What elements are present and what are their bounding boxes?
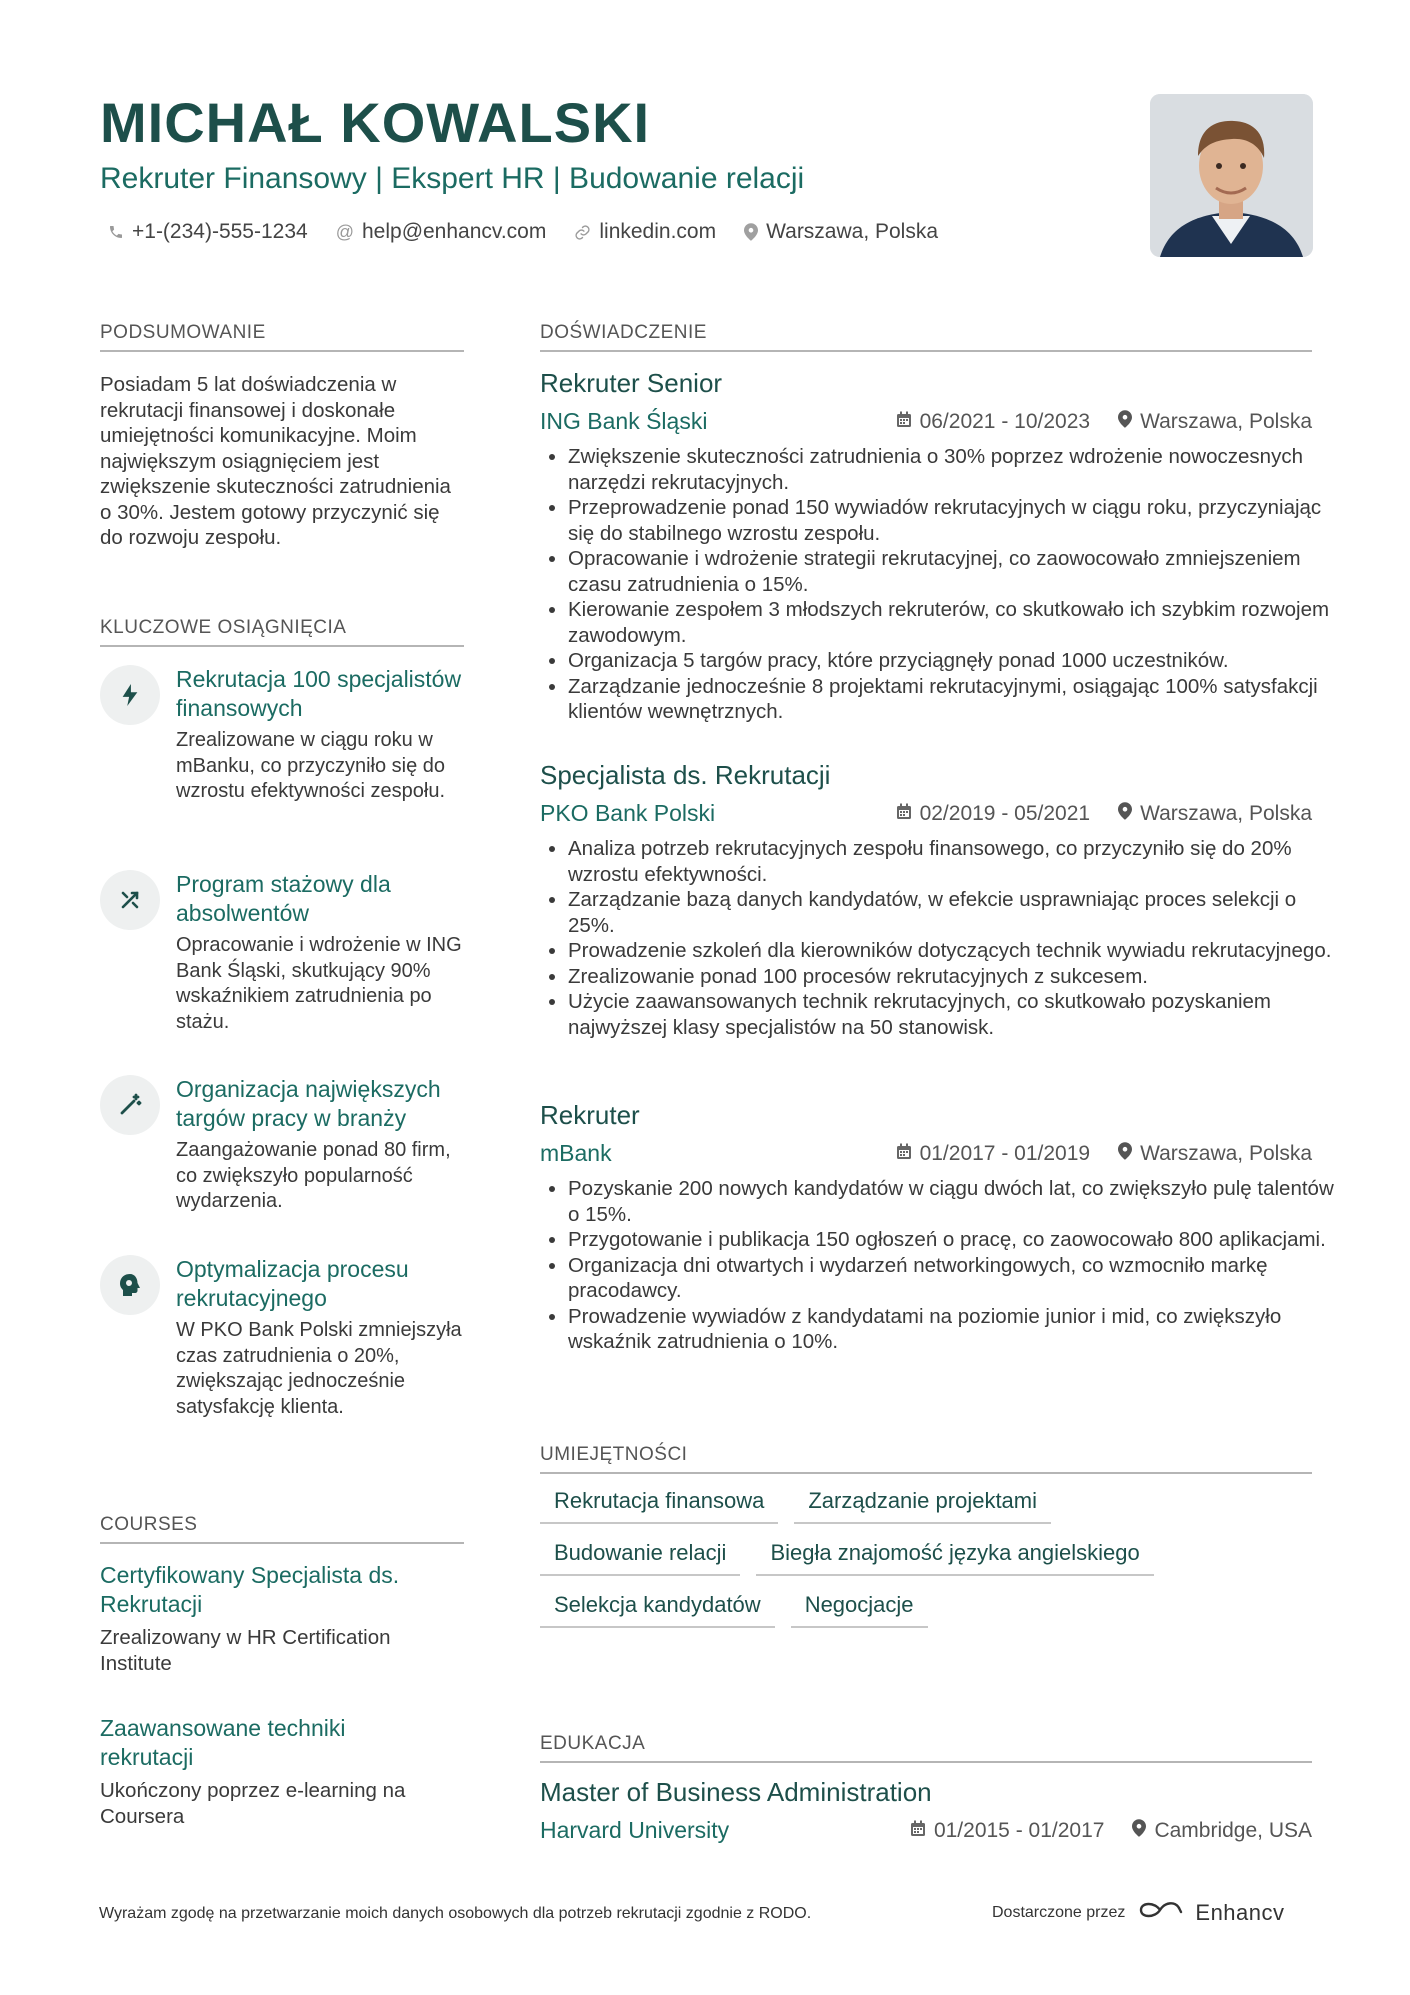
course-title: Certyfikowany Specjalista ds. Rekrutacji <box>100 1562 400 1617</box>
contact-phone-text: +1-(234)-555-1234 <box>132 220 308 243</box>
job-company: PKO Bank Polski <box>540 800 716 826</box>
at-icon: @ <box>335 221 354 242</box>
job-location-text: Warszawa, Polska <box>1140 410 1312 433</box>
job-bullet: • Użycie zaawansowanych technik rekrutacyjnych, co skutkowało pozyskaniem najwyższej klasy specjalistów na 50 stanowisk. <box>568 989 1340 1040</box>
location-pin-icon <box>1132 1819 1146 1843</box>
job-bullet: • Organizacja 5 targów pracy, które przyciągnęły ponad 1000 uczestników. <box>568 648 1340 674</box>
achievement-title: Program stażowy dla absolwentów <box>176 871 391 926</box>
job-bullet: • Analiza potrzeb rekrutacyjnych zespołu finansowego, co przyczyniło się do 20% wzrostu efektywności. <box>568 836 1340 887</box>
achievement-title: Rekrutacja 100 specjalistów finansowych <box>176 666 462 721</box>
job-meta <box>896 802 1312 826</box>
job-meta <box>896 1142 1312 1166</box>
contact-email-text: help@enhancv.com <box>361 220 547 243</box>
job-dates-text: 06/2021 - 10/2023 <box>919 410 1091 433</box>
skills-section-title: UMIEJĘTNOŚCI <box>540 1444 1312 1474</box>
calendar-icon <box>896 1142 912 1166</box>
phone-icon <box>108 224 124 240</box>
candidate-name: MICHAŁ KOWALSKI <box>100 91 651 154</box>
summary-text: Posiadam 5 lat doświadczenia w rekrutacji finansowej i doskonałe umiejętności komunikacyjne. Moim największym osiągnięciem jest zwiększenie skuteczności zatrudnienia o 30%. Jestem gotowy przyczynić się do rozwoju zespołu. <box>100 373 451 549</box>
achievement-desc: Zaangażowanie ponad 80 firm, co zwiększyło popularność wydarzenia. <box>176 1139 451 1212</box>
magic-wand-icon <box>100 1075 160 1135</box>
job-bullet: • Prowadzenie wywiadów z kandydatami na poziomie junior i mid, co zwiększyło wskaźnik zatrudnienia o 10%. <box>568 1304 1340 1355</box>
skill-tag: Budowanie relacji <box>540 1540 740 1576</box>
job-title: Specjalista ds. Rekrutacji <box>540 760 831 790</box>
achievement-item <box>100 870 464 1050</box>
job-dates-text: 02/2019 - 05/2021 <box>919 802 1091 825</box>
job-bullet: • Zrealizowanie ponad 100 procesów rekrutacyjnych z sukcesem. <box>568 964 1340 990</box>
powered-by-label: Dostarczone przez <box>992 1903 1126 1921</box>
contact-location <box>744 220 938 244</box>
contact-linkedin-text: linkedin.com <box>599 220 717 243</box>
job-meta <box>896 410 1312 434</box>
skill-tag: Negocjacje <box>791 1592 928 1628</box>
calendar-icon <box>896 410 912 434</box>
achievement-desc: Opracowanie i wdrożenie w ING Bank Śląski, skutkujący 90% wskaźnikiem zatrudnienia po stażu. <box>176 934 462 1033</box>
head-brain-icon <box>100 1255 160 1315</box>
education-school: Harvard University <box>540 1817 730 1843</box>
brand-name[interactable]: Enhancv <box>1195 1899 1285 1925</box>
skill-tag: Rekrutacja finansowa <box>540 1488 778 1524</box>
link-icon <box>574 224 591 241</box>
achievements-section-title: KLUCZOWE OSIĄGNIĘCIA <box>100 617 464 647</box>
contact-location-text: Warszawa, Polska <box>766 220 939 243</box>
job-bullet: • Kierowanie zespołem 3 młodszych rekruterów, co skutkowało ich szybkim rozwojem zawodowym. <box>568 597 1340 648</box>
job-dates <box>896 410 1090 434</box>
job-location <box>1118 802 1312 826</box>
job-location-text: Warszawa, Polska <box>1140 1142 1312 1165</box>
contact-phone[interactable] <box>108 220 308 244</box>
course-title: Zaawansowane techniki rekrutacji <box>100 1715 346 1770</box>
skill-row <box>540 1488 1312 1524</box>
job-dates <box>896 1142 1090 1166</box>
job-bullet: • Opracowanie i wdrożenie strategii rekrutacyjnej, co zaowocowało zmniejszeniem czasu zatrudnienia o 15%. <box>568 546 1340 597</box>
job-bullets <box>540 1176 1340 1355</box>
education-degree: Master of Business Administration <box>540 1777 932 1807</box>
achievement-item <box>100 1075 464 1225</box>
education-meta <box>910 1819 1312 1843</box>
course-desc: Ukończony poprzez e-learning na Coursera <box>100 1779 406 1828</box>
calendar-icon <box>896 802 912 826</box>
enhancv-logo-icon <box>1137 1898 1183 1927</box>
candidate-subtitle: Rekruter Finansowy | Ekspert HR | Budowanie relacji <box>100 162 805 195</box>
education-dates <box>910 1819 1104 1843</box>
contact-linkedin[interactable] <box>574 220 716 244</box>
skill-tag: Biegła znajomość języka angielskiego <box>756 1540 1153 1576</box>
education-dates-text: 01/2015 - 01/2017 <box>933 1819 1105 1842</box>
job-bullets <box>540 444 1340 725</box>
location-pin-icon <box>1118 1142 1132 1166</box>
job-dates-text: 01/2017 - 01/2019 <box>919 1142 1091 1165</box>
job-dates <box>896 802 1090 826</box>
tools-icon <box>100 870 160 930</box>
contact-bar <box>108 220 938 244</box>
skill-row <box>540 1540 1312 1576</box>
job-bullet: • Zarządzanie bazą danych kandydatów, w efekcie usprawniając proces selekcji o 25%. <box>568 887 1340 938</box>
job-title: Rekruter Senior <box>540 368 723 398</box>
education-section-title: EDUKACJA <box>540 1733 1312 1763</box>
skill-tag: Zarządzanie projektami <box>794 1488 1051 1524</box>
bolt-icon <box>100 665 160 725</box>
job-bullet: • Prowadzenie szkoleń dla kierowników dotyczących technik wywiadu rekrutacyjnego. <box>568 938 1340 964</box>
education-location-text: Cambridge, USA <box>1154 1819 1312 1842</box>
job-bullet: • Przeprowadzenie ponad 150 wywiadów rekrutacyjnych w ciągu roku, przyczyniając się do stabilnego wzrostu zespołu. <box>568 495 1340 546</box>
skill-row <box>540 1592 1312 1628</box>
profile-photo <box>1150 94 1313 257</box>
contact-email[interactable] <box>336 220 547 244</box>
job-bullet: • Przygotowanie i publikacja 150 ogłoszeń o pracę, co zaowocowało 800 aplikacjami. <box>568 1227 1340 1253</box>
location-pin-icon <box>1118 802 1132 826</box>
job-bullets <box>540 836 1340 1040</box>
job-location <box>1118 410 1312 434</box>
summary-section-title: PODSUMOWANIE <box>100 322 464 352</box>
job-title: Rekruter <box>540 1100 640 1130</box>
skills-list <box>540 1488 1312 1644</box>
job-company: mBank <box>540 1140 612 1166</box>
job-bullet: • Organizacja dni otwartych i wydarzeń networkingowych, co wzmocniło markę pracodawcy. <box>568 1253 1340 1304</box>
location-pin-icon <box>1118 410 1132 434</box>
courses-section-title: COURSES <box>100 1514 464 1544</box>
job-bullet: • Zarządzanie jednocześnie 8 projektami rekrutacyjnymi, osiągając 100% satysfakcji klientów wewnętrznych. <box>568 674 1340 725</box>
education-location <box>1132 1819 1312 1843</box>
achievement-title: Optymalizacja procesu rekrutacyjnego <box>176 1256 409 1311</box>
job-location-text: Warszawa, Polska <box>1140 802 1312 825</box>
achievement-desc: Zrealizowane w ciągu roku w mBanku, co przyczyniło się do wzrostu efektywności zespołu. <box>176 729 446 802</box>
location-pin-icon <box>744 223 758 241</box>
achievement-item <box>100 665 464 845</box>
job-company: ING Bank Śląski <box>540 408 708 434</box>
achievement-title: Organizacja największych targów pracy w branży <box>176 1076 441 1131</box>
experience-section-title: DOŚWIADCZENIE <box>540 322 1312 352</box>
job-location <box>1118 1142 1312 1166</box>
powered-by <box>992 1898 1285 1927</box>
achievement-item <box>100 1255 464 1455</box>
skill-tag: Selekcja kandydatów <box>540 1592 775 1628</box>
job-bullet: • Zwiększenie skuteczności zatrudnienia o 30% poprzez wdrożenie nowoczesnych narzędzi rekrutacyjnych. <box>568 444 1340 495</box>
course-desc: Zrealizowany w HR Certification Institute <box>100 1626 391 1675</box>
job-bullet: • Pozyskanie 200 nowych kandydatów w ciągu dwóch lat, co zwiększyło pulę talentów o 15%. <box>568 1176 1340 1227</box>
consent-text: Wyrażam zgodę na przetwarzanie moich danych osobowych dla potrzeb rekrutacji zgodnie z RODO. <box>99 1905 812 1922</box>
calendar-icon <box>910 1819 926 1843</box>
achievement-desc: W PKO Bank Polski zmniejszyła czas zatrudnienia o 20%, zwiększając jednocześnie satysfakcję klienta. <box>176 1319 462 1418</box>
